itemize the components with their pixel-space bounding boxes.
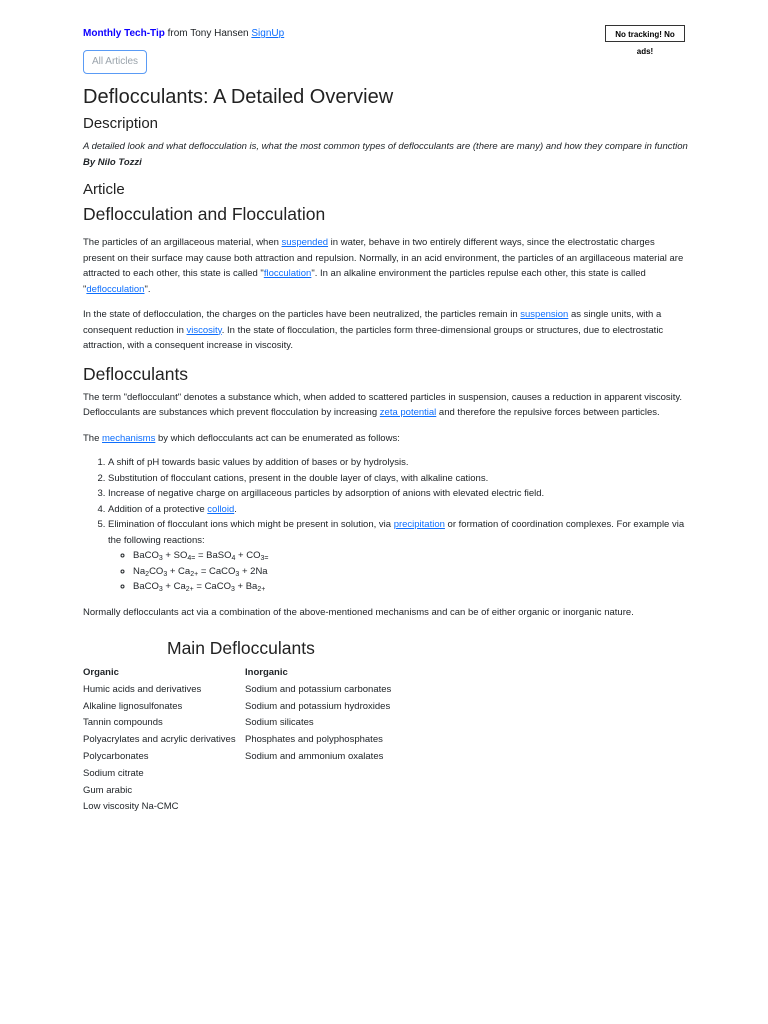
no-tracking-badge: No tracking! No ads! (605, 25, 685, 42)
suspension-link[interactable]: suspension (520, 309, 569, 320)
formula-subscript: 2+ (190, 570, 199, 578)
all-articles-button[interactable]: All Articles (83, 50, 147, 74)
formula-part: BaCO (133, 581, 159, 592)
precipitation-link[interactable]: precipitation (393, 519, 445, 530)
inorganic-cell (245, 799, 391, 816)
formula-subscript: 2+ (257, 586, 266, 593)
article-content (83, 84, 688, 816)
reactions-list (108, 548, 688, 595)
organic-cell: Low viscosity Na-CMC (83, 801, 179, 813)
formula-part: = CaCO (198, 565, 236, 577)
list-item: 3. Increase of negative charge on argillaceous particles by adsorption of anions with elevated electric field. (108, 486, 688, 502)
table-row (83, 732, 391, 749)
viscosity-link[interactable]: viscosity (186, 324, 222, 336)
table-row (83, 749, 391, 766)
text-span: and therefore the repulsive forces between particles. (436, 407, 660, 418)
list-item (108, 517, 688, 595)
formula-subscript: 2 (145, 570, 150, 578)
paragraph-deflocculants-2 (83, 431, 688, 447)
formula-subscript: 3 (158, 586, 163, 593)
formula-subscript: 3= (260, 555, 269, 562)
reaction-item (133, 564, 688, 580)
text-span: Elimination of flocculant ions which might be present in solution, via (108, 519, 394, 530)
table-row (83, 682, 391, 699)
formula-part: + CO (235, 550, 261, 561)
text-span: The particles of an argillaceous material, when (83, 237, 282, 248)
inorganic-cell: Sodium and potassium carbonates (245, 683, 392, 695)
text-span: ". (144, 283, 151, 295)
inorganic-cell (245, 783, 391, 800)
organic-cell: Tannin compounds (83, 717, 163, 729)
suspended-link[interactable]: suspended (281, 237, 329, 248)
site-header (83, 27, 284, 40)
table-row (83, 766, 391, 783)
formula-part: + 2Na (239, 565, 268, 577)
formula-part: + Ca (162, 581, 186, 592)
formula-part: + SO (162, 550, 188, 561)
inorganic-cell: Phosphates and polyphosphates (245, 734, 383, 746)
formula-part: + Ba (234, 581, 258, 592)
brand-link[interactable]: Monthly Tech-Tip (83, 28, 165, 39)
formula-part: = BaSO (195, 550, 232, 561)
organic-cell: Humic acids and derivatives (83, 683, 202, 695)
page-title: Deflocculants: A Detailed Overview (83, 86, 394, 108)
organic-cell: Sodium citrate (83, 767, 144, 779)
organic-cell: Gum arabic (83, 784, 133, 796)
list-item: 1. A shift of pH towards basic values by addition of bases or by hydrolysis. (108, 455, 688, 471)
table-row (83, 699, 391, 716)
mechanisms-link[interactable]: mechanisms (102, 432, 156, 444)
table-header-row (83, 665, 391, 682)
reaction-item (133, 579, 688, 595)
text-span: in water, behave in two entirely different ways, since the electrostatic charges present on their surface may cause both attraction and repulsion. Normally, in an acid environment, the particles of an argillaceous material are attracted to each other, this state is called " (83, 237, 684, 279)
inorganic-cell: Sodium and ammonium oxalates (245, 750, 384, 762)
formula-subscript: 4= (187, 555, 196, 562)
list-item: 2. Substitution of flocculant cations, present in the double layer of clays, with alkaline cations. (108, 471, 688, 487)
text-span: . (234, 503, 237, 515)
author-byline: By Nilo Tozzi (83, 156, 142, 168)
author-text: from Tony Hansen (164, 28, 252, 39)
formula-subscript: 4 (231, 555, 236, 562)
table-row (83, 783, 391, 800)
formula-part: CO (149, 565, 164, 577)
text-span: or formation of coordination complexes. For example via the following reactions: (108, 519, 685, 546)
flocculation-link[interactable]: flocculation (263, 268, 312, 279)
table-row (83, 799, 391, 816)
text-span: by which deflocculants act can be enumerated as follows: (155, 432, 400, 444)
description-text (83, 139, 688, 170)
reaction-item (133, 548, 688, 564)
formula-subscript: 3 (158, 555, 163, 562)
signup-link[interactable]: SignUp (251, 28, 285, 39)
table-row (83, 715, 391, 732)
formula-subscript: 3 (163, 570, 168, 578)
article-heading: Article (83, 181, 125, 198)
text-span: Addition of a protective (108, 503, 208, 515)
formula-subscript: 3 (230, 586, 235, 593)
list-item (108, 502, 688, 518)
paragraph-deflocculants-1 (83, 390, 688, 421)
text-span: . In the state of flocculation, the particles form three-dimensional groups or structures, due to electrostatic attraction, with a consequent increase in viscosity. (83, 324, 664, 351)
paragraph-flocculation-1 (83, 235, 688, 297)
inorganic-cell (245, 766, 391, 783)
organic-cell: Polycarbonates (83, 750, 149, 762)
mechanisms-list (83, 455, 688, 595)
inorganic-cell: Sodium and potassium hydroxides (245, 700, 391, 712)
description-body: A detailed look and what deflocculation is, what the most common types of deflocculants are (there are many) and how they compare in function (83, 141, 688, 152)
organic-cell: Alkaline lignosulfonates (83, 700, 183, 712)
paragraph-flocculation-2 (83, 307, 688, 354)
formula-part: + Ca (167, 565, 191, 577)
deflocculants-table (83, 665, 391, 816)
formula-part: BaCO (133, 550, 159, 561)
text-span: ". In an alkaline environment the particles repulse each other, this state is called " (83, 268, 646, 295)
deflocculation-link[interactable]: deflocculation (86, 283, 145, 295)
formula-part: Na (133, 565, 146, 577)
description-heading: Description (83, 115, 159, 132)
column-header-inorganic: Inorganic (245, 667, 288, 678)
closing-paragraph: Normally deflocculants act via a combination of the above-mentioned mechanisms and can be of either organic or inorganic nature. (83, 606, 634, 618)
colloid-link[interactable]: colloid (207, 503, 235, 515)
section-heading-deflocculants: Deflocculants (83, 363, 189, 384)
text-span: In the state of deflocculation, the charges on the particles have been neutralized, the particles remain in (83, 309, 521, 320)
formula-subscript: 3 (235, 570, 240, 578)
text-span: The term "deflocculant" denotes a substance which, when added to scattered particles in suspension, causes a reduction in apparent viscosity. Deflocculants are substances which prevent flocculation by increasing (83, 391, 683, 418)
text-span: The (83, 432, 103, 444)
zeta-potential-link[interactable]: zeta potential (379, 407, 437, 418)
formula-part: = CaCO (193, 581, 231, 592)
inorganic-cell: Sodium silicates (245, 717, 314, 729)
section-heading-flocculation: Deflocculation and Flocculation (83, 204, 326, 224)
main-deflocculants-heading: Main Deflocculants (167, 638, 315, 658)
column-header-organic: Organic (83, 667, 119, 678)
formula-subscript: 2+ (185, 586, 194, 593)
text-span: as single units, with a consequent reduction in (83, 309, 662, 336)
organic-cell: Polyacrylates and acrylic derivatives (83, 734, 236, 746)
